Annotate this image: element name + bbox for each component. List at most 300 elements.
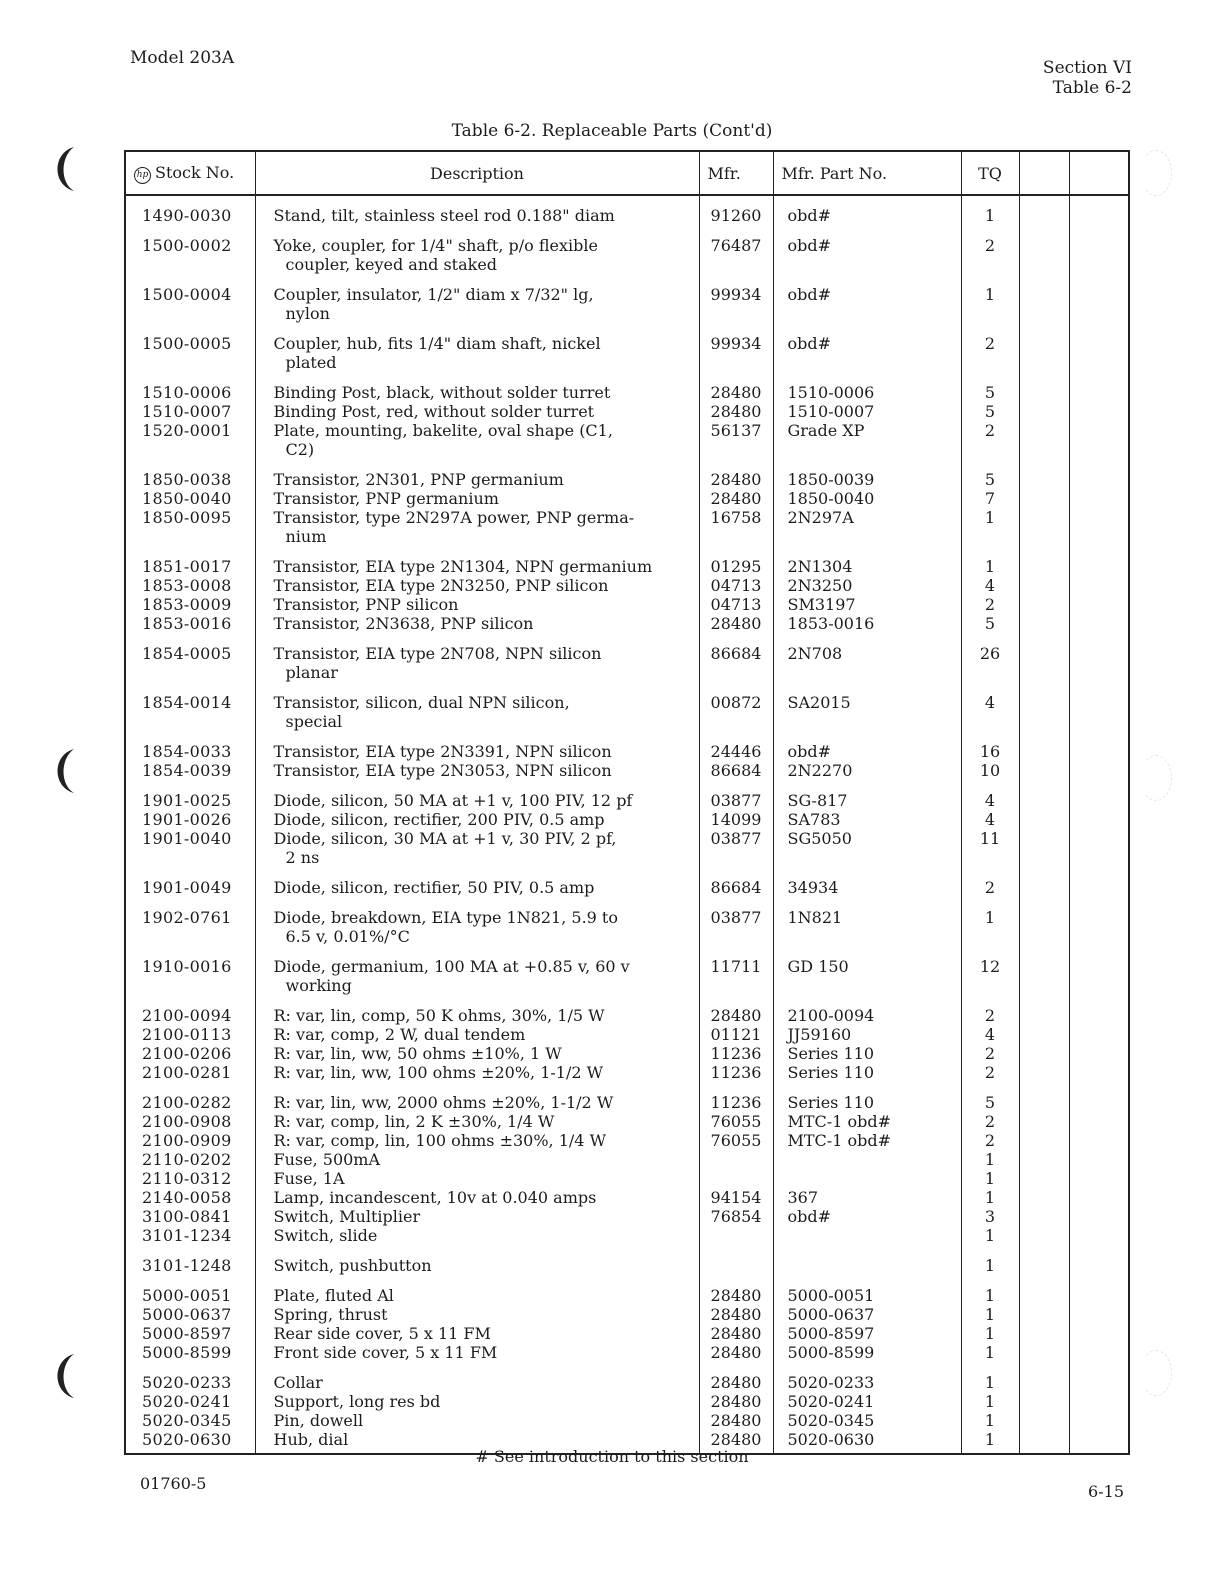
manufacturer-code-cell: 14099	[699, 810, 773, 829]
description-cell	[255, 421, 699, 459]
blank-cell	[1069, 1245, 1129, 1275]
description-cell	[255, 1063, 699, 1082]
description-text: Transistor, 2N3638, PNP silicon	[273, 614, 534, 633]
total-quantity-cell: 2	[961, 1044, 1019, 1063]
blank-cell	[1069, 421, 1129, 459]
description-cell	[255, 1305, 699, 1324]
binder-hole-mark	[44, 1350, 84, 1402]
manufacturer-part-cell: 1N821	[773, 897, 961, 946]
blank-cell	[1069, 1305, 1129, 1324]
description-text: Transistor, EIA type 2N3053, NPN silicon	[273, 761, 612, 780]
table-reference: Table 6-2	[1052, 78, 1132, 98]
blank-cell	[1069, 614, 1129, 633]
hp-logo-icon: hp	[134, 167, 151, 184]
manufacturer-code-cell: 28480	[699, 372, 773, 402]
table-row	[125, 1025, 1129, 1044]
blank-cell	[1019, 829, 1069, 867]
manufacturer-code-cell: 28480	[699, 1305, 773, 1324]
blank-cell	[1069, 274, 1129, 323]
blank-cell	[1069, 508, 1129, 546]
table-row	[125, 829, 1129, 867]
stock-number-cell: 2110-0312	[125, 1169, 255, 1188]
blank-cell	[1019, 1169, 1069, 1188]
blank-cell	[1069, 1025, 1129, 1044]
total-quantity-cell: 1	[961, 1150, 1019, 1169]
stock-number-cell: 3100-0841	[125, 1207, 255, 1226]
total-quantity-cell: 2	[961, 1112, 1019, 1131]
total-quantity-cell: 4	[961, 780, 1019, 810]
description-cell	[255, 1082, 699, 1112]
blank-cell	[1019, 995, 1069, 1025]
manufacturer-part-cell: SM3197	[773, 595, 961, 614]
description-text: Diode, germanium, 100 MA at +0.85 v, 60 v	[273, 957, 630, 976]
total-quantity-cell: 2	[961, 225, 1019, 274]
description-text: R: var, lin, ww, 100 ohms ±20%, 1-1/2 W	[273, 1063, 604, 1082]
table-row	[125, 1343, 1129, 1362]
blank-cell	[1019, 1226, 1069, 1245]
stock-number-cell: 2100-0206	[125, 1044, 255, 1063]
blank-cell	[1069, 595, 1129, 614]
total-quantity-cell: 1	[961, 1392, 1019, 1411]
manufacturer-code-cell	[699, 1169, 773, 1188]
blank-cell	[1019, 1362, 1069, 1392]
column-header-description: Description	[255, 151, 699, 195]
description-cell	[255, 1044, 699, 1063]
table-row	[125, 633, 1129, 682]
description-text: Switch, Multiplier	[273, 1207, 421, 1226]
manufacturer-code-cell: 76055	[699, 1112, 773, 1131]
manufacturer-part-cell: SA2015	[773, 682, 961, 731]
manufacturer-code-cell: 03877	[699, 897, 773, 946]
manufacturer-part-cell	[773, 1226, 961, 1245]
blank-cell	[1019, 372, 1069, 402]
table-row	[125, 897, 1129, 946]
description-cell	[255, 614, 699, 633]
page-smudge	[1140, 1350, 1172, 1396]
description-cell	[255, 897, 699, 946]
manufacturer-part-cell	[773, 1245, 961, 1275]
description-continuation: special	[285, 712, 343, 731]
table-row	[125, 1207, 1129, 1226]
manufacturer-part-cell: Grade XP	[773, 421, 961, 459]
description-cell	[255, 225, 699, 274]
stock-number-cell: 1853-0009	[125, 595, 255, 614]
blank-cell	[1069, 1169, 1129, 1188]
total-quantity-cell: 1	[961, 897, 1019, 946]
stock-number-cell: 1500-0002	[125, 225, 255, 274]
stock-number-cell: 1854-0005	[125, 633, 255, 682]
stock-number-cell: 5020-0241	[125, 1392, 255, 1411]
description-cell	[255, 995, 699, 1025]
table-row	[125, 1411, 1129, 1430]
description-cell	[255, 946, 699, 995]
blank-cell	[1069, 867, 1129, 897]
blank-cell	[1019, 897, 1069, 946]
description-text: Stand, tilt, stainless steel rod 0.188" diam	[273, 206, 615, 225]
total-quantity-cell: 2	[961, 595, 1019, 614]
total-quantity-cell: 4	[961, 682, 1019, 731]
table-row	[125, 761, 1129, 780]
blank-cell	[1069, 633, 1129, 682]
stock-number-cell: 1901-0025	[125, 780, 255, 810]
manufacturer-code-cell: 24446	[699, 731, 773, 761]
blank-cell	[1019, 1305, 1069, 1324]
manufacturer-part-cell: JJ59160	[773, 1025, 961, 1044]
blank-cell	[1069, 946, 1129, 995]
stock-number-cell: 5000-8597	[125, 1324, 255, 1343]
description-text: Fuse, 1A	[273, 1169, 345, 1188]
blank-cell	[1069, 682, 1129, 731]
description-text: Diode, silicon, 50 MA at +1 v, 100 PIV, 12 pf	[273, 791, 633, 810]
description-cell	[255, 1392, 699, 1411]
blank-cell	[1019, 546, 1069, 576]
stock-number-cell: 3101-1248	[125, 1245, 255, 1275]
table-row	[125, 1169, 1129, 1188]
column-header-mfr-part: Mfr. Part No.	[773, 151, 961, 195]
blank-cell	[1019, 274, 1069, 323]
manufacturer-code-cell: 28480	[699, 402, 773, 421]
blank-cell	[1019, 1044, 1069, 1063]
description-cell	[255, 1411, 699, 1430]
manufacturer-part-cell: Series 110	[773, 1044, 961, 1063]
manufacturer-code-cell: 28480	[699, 459, 773, 489]
manufacturer-part-cell	[773, 1150, 961, 1169]
total-quantity-cell: 2	[961, 421, 1019, 459]
manufacturer-part-cell: 1850-0039	[773, 459, 961, 489]
manufacturer-code-cell	[699, 1150, 773, 1169]
blank-cell	[1019, 576, 1069, 595]
table-row	[125, 1112, 1129, 1131]
blank-cell	[1019, 1275, 1069, 1305]
manufacturer-part-cell: 2N3250	[773, 576, 961, 595]
blank-cell	[1019, 1411, 1069, 1430]
table-row	[125, 682, 1129, 731]
blank-cell	[1069, 1362, 1129, 1392]
page-smudge	[1140, 755, 1172, 801]
manufacturer-part-cell: 5020-0345	[773, 1411, 961, 1430]
table-row	[125, 372, 1129, 402]
blank-cell	[1069, 761, 1129, 780]
description-continuation: C2)	[285, 440, 315, 459]
table-row	[125, 810, 1129, 829]
stock-number-cell: 1901-0049	[125, 867, 255, 897]
manufacturer-code-cell: 00872	[699, 682, 773, 731]
manufacturer-code-cell: 91260	[699, 195, 773, 225]
blank-cell	[1069, 402, 1129, 421]
total-quantity-cell: 1	[961, 1169, 1019, 1188]
blank-cell	[1019, 761, 1069, 780]
stock-number-cell: 1901-0026	[125, 810, 255, 829]
total-quantity-cell: 3	[961, 1207, 1019, 1226]
blank-cell	[1069, 829, 1129, 867]
total-quantity-cell: 5	[961, 1082, 1019, 1112]
manufacturer-part-cell: obd#	[773, 225, 961, 274]
table-row	[125, 595, 1129, 614]
description-text: Support, long res bd	[273, 1392, 441, 1411]
table-row	[125, 1063, 1129, 1082]
description-cell	[255, 1362, 699, 1392]
table-title: Table 6-2. Replaceable Parts (Cont'd)	[451, 121, 773, 141]
table-row	[125, 1275, 1129, 1305]
total-quantity-cell: 12	[961, 946, 1019, 995]
blank-cell	[1019, 1343, 1069, 1362]
manufacturer-code-cell: 28480	[699, 1411, 773, 1430]
description-text: Plate, mounting, bakelite, oval shape (C1,	[273, 421, 613, 440]
total-quantity-cell: 1	[961, 1305, 1019, 1324]
total-quantity-cell: 1	[961, 1245, 1019, 1275]
manufacturer-code-cell: 86684	[699, 867, 773, 897]
manufacturer-part-cell: SA783	[773, 810, 961, 829]
total-quantity-cell: 5	[961, 459, 1019, 489]
stock-number-cell: 5020-0630	[125, 1430, 255, 1454]
manufacturer-code-cell: 56137	[699, 421, 773, 459]
total-quantity-cell: 26	[961, 633, 1019, 682]
manufacturer-part-cell: SG-817	[773, 780, 961, 810]
blank-cell	[1019, 508, 1069, 546]
binder-hole-mark	[44, 745, 84, 797]
total-quantity-cell: 1	[961, 1324, 1019, 1343]
table-header-row	[125, 151, 1129, 195]
blank-cell	[1069, 780, 1129, 810]
manufacturer-part-cell: obd#	[773, 195, 961, 225]
blank-cell	[1069, 897, 1129, 946]
table-row	[125, 323, 1129, 372]
column-header-stock: hp Stock No.	[125, 151, 255, 195]
description-text: Yoke, coupler, for 1/4" shaft, p/o flexible	[273, 236, 598, 255]
blank-cell	[1069, 323, 1129, 372]
description-text: Lamp, incandescent, 10v at 0.040 amps	[273, 1188, 597, 1207]
description-cell	[255, 1112, 699, 1131]
description-cell	[255, 1245, 699, 1275]
description-text: R: var, lin, ww, 50 ohms ±10%, 1 W	[273, 1044, 562, 1063]
stock-number-cell: 2100-0282	[125, 1082, 255, 1112]
stock-number-cell: 1500-0005	[125, 323, 255, 372]
table-row	[125, 225, 1129, 274]
total-quantity-cell: 1	[961, 195, 1019, 225]
blank-cell	[1069, 576, 1129, 595]
total-quantity-cell: 1	[961, 508, 1019, 546]
manufacturer-part-cell: obd#	[773, 323, 961, 372]
blank-cell	[1069, 1063, 1129, 1082]
description-continuation: coupler, keyed and staked	[285, 255, 498, 274]
description-cell	[255, 372, 699, 402]
blank-cell	[1069, 1131, 1129, 1150]
blank-cell	[1069, 1343, 1129, 1362]
total-quantity-cell: 2	[961, 323, 1019, 372]
table-row	[125, 421, 1129, 459]
stock-number-cell: 2140-0058	[125, 1188, 255, 1207]
manufacturer-code-cell: 11711	[699, 946, 773, 995]
total-quantity-cell: 1	[961, 1362, 1019, 1392]
blank-cell	[1069, 1275, 1129, 1305]
blank-cell	[1019, 402, 1069, 421]
description-cell	[255, 1324, 699, 1343]
total-quantity-cell: 4	[961, 576, 1019, 595]
description-continuation: nylon	[285, 304, 330, 323]
description-cell	[255, 1169, 699, 1188]
blank-cell	[1019, 1082, 1069, 1112]
stock-number-cell: 5020-0233	[125, 1362, 255, 1392]
column-header-mfr: Mfr.	[699, 151, 773, 195]
manufacturer-code-cell: 28480	[699, 489, 773, 508]
stock-number-cell: 1510-0006	[125, 372, 255, 402]
total-quantity-cell: 1	[961, 1343, 1019, 1362]
description-continuation: 2 ns	[285, 848, 320, 867]
blank-cell	[1019, 1324, 1069, 1343]
manufacturer-code-cell: 16758	[699, 508, 773, 546]
blank-cell	[1069, 1150, 1129, 1169]
description-text: R: var, lin, comp, 50 K ohms, 30%, 1/5 W	[273, 1006, 605, 1025]
total-quantity-cell: 5	[961, 372, 1019, 402]
stock-number-cell: 5020-0345	[125, 1411, 255, 1430]
description-text: Transistor, 2N301, PNP germanium	[273, 470, 564, 489]
total-quantity-cell: 10	[961, 761, 1019, 780]
manufacturer-part-cell: GD 150	[773, 946, 961, 995]
stock-number-cell: 2100-0908	[125, 1112, 255, 1131]
manufacturer-code-cell: 86684	[699, 633, 773, 682]
description-cell	[255, 1226, 699, 1245]
description-continuation: working	[285, 976, 352, 995]
description-text: Diode, silicon, 30 MA at +1 v, 30 PIV, 2 pf,	[273, 829, 617, 848]
manufacturer-code-cell	[699, 1245, 773, 1275]
manufacturer-code-cell: 28480	[699, 1392, 773, 1411]
stock-number-cell: 1853-0016	[125, 614, 255, 633]
manufacturer-part-cell: 1853-0016	[773, 614, 961, 633]
stock-number-cell: 1854-0033	[125, 731, 255, 761]
description-text: Coupler, insulator, 1/2" diam x 7/32" lg,	[273, 285, 594, 304]
total-quantity-cell: 1	[961, 1226, 1019, 1245]
total-quantity-cell: 16	[961, 731, 1019, 761]
blank-cell	[1019, 421, 1069, 459]
blank-cell	[1019, 323, 1069, 372]
description-cell	[255, 1188, 699, 1207]
description-text: R: var, comp, lin, 2 K ±30%, 1/4 W	[273, 1112, 555, 1131]
blank-cell	[1019, 1112, 1069, 1131]
description-text: Pin, dowell	[273, 1411, 364, 1430]
manufacturer-part-cell: obd#	[773, 1207, 961, 1226]
stock-number-cell: 2100-0113	[125, 1025, 255, 1044]
blank-cell	[1019, 946, 1069, 995]
blank-cell	[1069, 1188, 1129, 1207]
manufacturer-code-cell: 28480	[699, 1430, 773, 1454]
manufacturer-part-cell: 2100-0094	[773, 995, 961, 1025]
blank-cell	[1069, 1044, 1129, 1063]
table-row	[125, 1150, 1129, 1169]
description-text: Switch, pushbutton	[273, 1256, 432, 1275]
description-text: Coupler, hub, fits 1/4" diam shaft, nickel	[273, 334, 601, 353]
manufacturer-code-cell: 28480	[699, 1324, 773, 1343]
description-text: Transistor, type 2N297A power, PNP germa-	[273, 508, 635, 527]
stock-number-cell: 1854-0039	[125, 761, 255, 780]
blank-cell	[1019, 1150, 1069, 1169]
blank-cell	[1019, 810, 1069, 829]
stock-number-cell: 2100-0094	[125, 995, 255, 1025]
total-quantity-cell: 1	[961, 1188, 1019, 1207]
manufacturer-code-cell: 03877	[699, 829, 773, 867]
stock-number-cell: 1901-0040	[125, 829, 255, 867]
section-reference	[1043, 58, 1132, 98]
blank-cell	[1019, 867, 1069, 897]
stock-number-cell: 1910-0016	[125, 946, 255, 995]
manufacturer-part-cell: 1510-0007	[773, 402, 961, 421]
description-cell	[255, 829, 699, 867]
description-cell	[255, 274, 699, 323]
manufacturer-part-cell: 5000-8597	[773, 1324, 961, 1343]
blank-cell	[1019, 1245, 1069, 1275]
footnote: # See introduction to this section	[475, 1447, 749, 1466]
blank-cell	[1019, 780, 1069, 810]
description-cell	[255, 867, 699, 897]
blank-cell	[1019, 633, 1069, 682]
manufacturer-part-cell: MTC-1 obd#	[773, 1112, 961, 1131]
stock-number-cell: 2110-0202	[125, 1150, 255, 1169]
blank-cell	[1019, 1392, 1069, 1411]
page-smudge	[1140, 150, 1172, 196]
manufacturer-part-cell: obd#	[773, 274, 961, 323]
table-row	[125, 731, 1129, 761]
description-text: Binding Post, black, without solder turret	[273, 383, 611, 402]
description-cell	[255, 1025, 699, 1044]
total-quantity-cell: 5	[961, 402, 1019, 421]
manufacturer-part-cell: Series 110	[773, 1063, 961, 1082]
blank-cell	[1069, 546, 1129, 576]
manufacturer-code-cell: 01295	[699, 546, 773, 576]
manufacturer-part-cell: obd#	[773, 731, 961, 761]
manufacturer-part-cell: 5020-0630	[773, 1430, 961, 1454]
blank-cell	[1019, 225, 1069, 274]
manufacturer-code-cell: 04713	[699, 595, 773, 614]
description-text: Rear side cover, 5 x 11 FM	[273, 1324, 491, 1343]
manufacturer-part-cell: MTC-1 obd#	[773, 1131, 961, 1150]
description-continuation: planar	[285, 663, 338, 682]
manufacturer-code-cell: 76487	[699, 225, 773, 274]
blank-cell	[1019, 1131, 1069, 1150]
description-cell	[255, 1275, 699, 1305]
description-cell	[255, 633, 699, 682]
description-cell	[255, 576, 699, 595]
manufacturer-part-cell: 2N2270	[773, 761, 961, 780]
total-quantity-cell: 2	[961, 1063, 1019, 1082]
manufacturer-code-cell: 86684	[699, 761, 773, 780]
manufacturer-code-cell: 11236	[699, 1044, 773, 1063]
description-text: Hub, dial	[273, 1430, 349, 1449]
manufacturer-code-cell: 28480	[699, 614, 773, 633]
manufacturer-part-cell: 5020-0233	[773, 1362, 961, 1392]
description-cell	[255, 546, 699, 576]
blank-cell	[1019, 595, 1069, 614]
blank-cell	[1069, 372, 1129, 402]
table-row	[125, 1188, 1129, 1207]
total-quantity-cell: 1	[961, 274, 1019, 323]
blank-cell	[1069, 731, 1129, 761]
total-quantity-cell: 2	[961, 1131, 1019, 1150]
description-cell	[255, 195, 699, 225]
table-row	[125, 867, 1129, 897]
total-quantity-cell: 11	[961, 829, 1019, 867]
replaceable-parts-table	[124, 150, 1130, 1455]
manufacturer-part-cell: Series 110	[773, 1082, 961, 1112]
manufacturer-part-cell: 5000-8599	[773, 1343, 961, 1362]
description-text: Plate, fluted Al	[273, 1286, 394, 1305]
description-text: Transistor, PNP silicon	[273, 595, 459, 614]
stock-number-cell: 1490-0030	[125, 195, 255, 225]
table-row	[125, 995, 1129, 1025]
manufacturer-code-cell: 11236	[699, 1063, 773, 1082]
description-cell	[255, 1343, 699, 1362]
stock-number-cell: 2100-0909	[125, 1131, 255, 1150]
description-continuation: nium	[285, 527, 327, 546]
manufacturer-code-cell: 99934	[699, 323, 773, 372]
